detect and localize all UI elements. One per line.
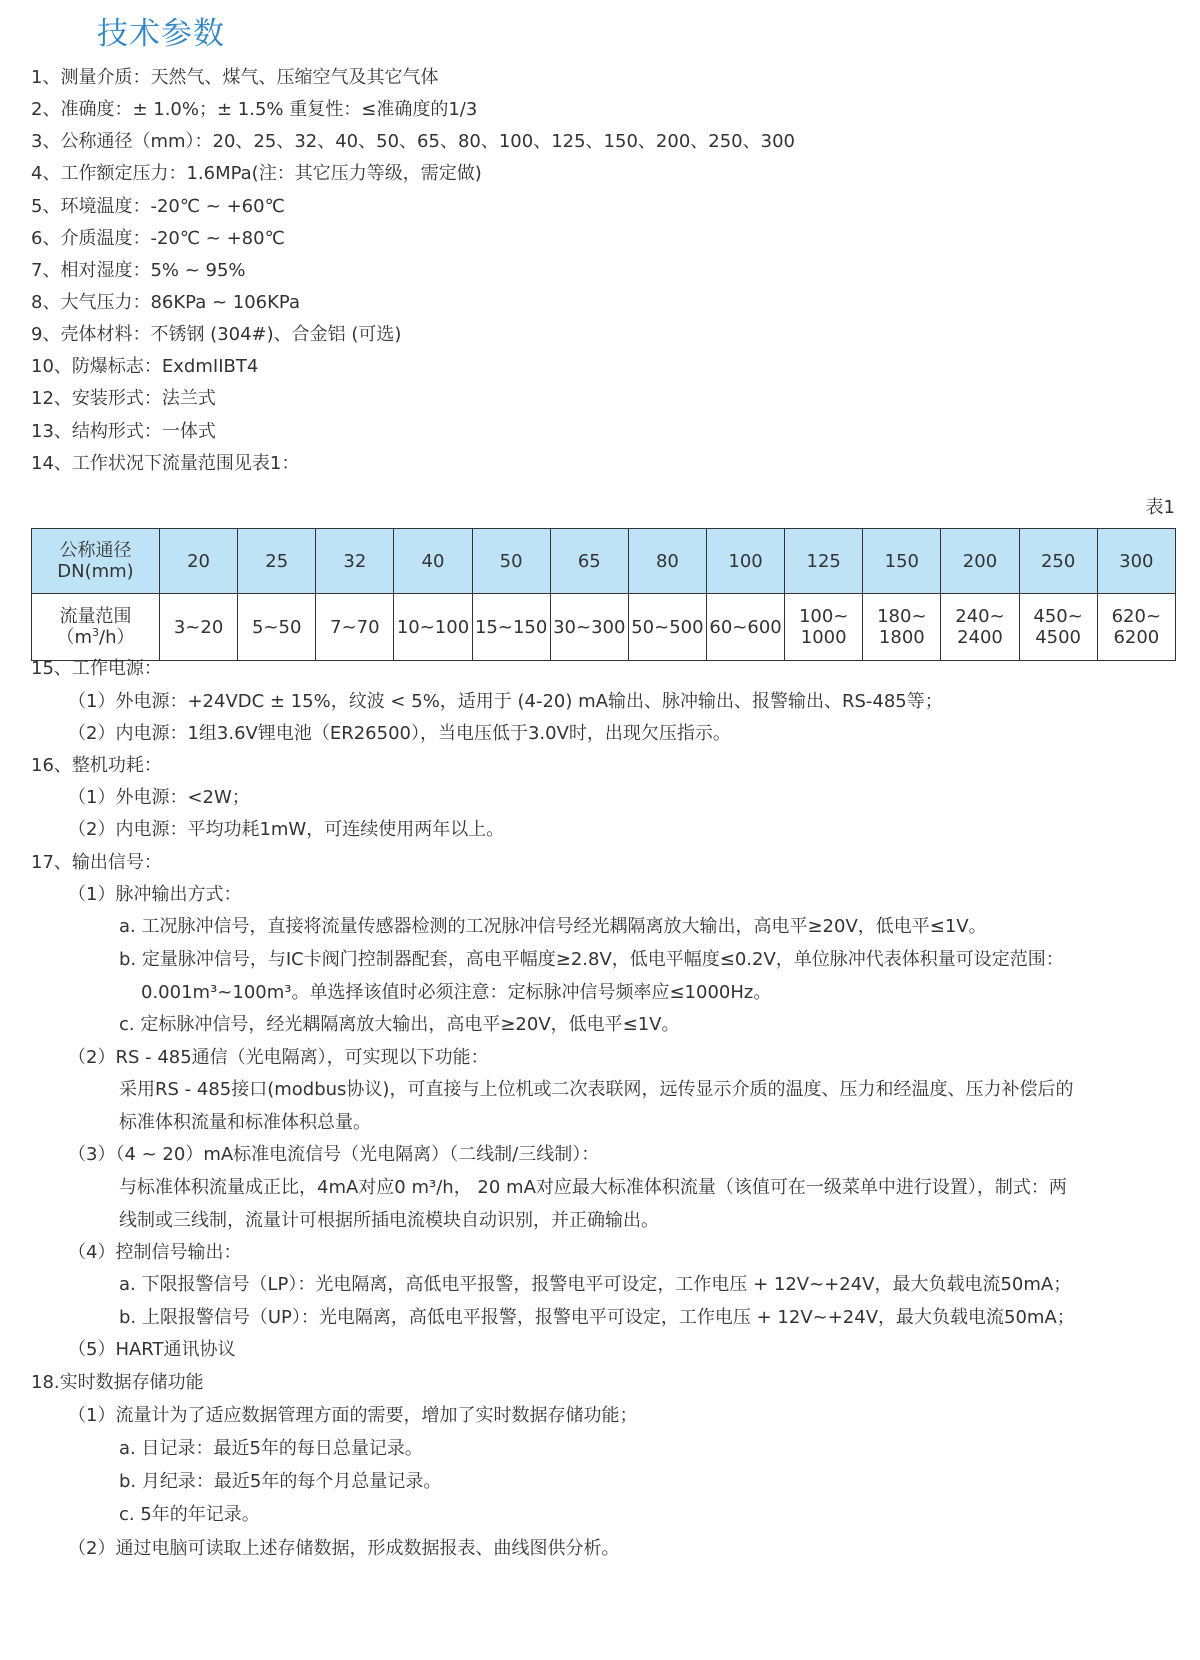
flow-cell: 50~500 bbox=[628, 594, 706, 661]
flow-cell: 30~300 bbox=[550, 594, 628, 661]
flow-cell: 100~ 1000 bbox=[785, 594, 863, 661]
flow-cell: 450~ 4500 bbox=[1019, 594, 1097, 661]
spec-line: 8、大气压力：86KPa ~ 106KPa bbox=[31, 292, 300, 313]
section-heading: 17、输出信号： bbox=[31, 852, 162, 873]
detail-line: （2）内电源：1组3.6V锂电池（ER26500），当电压低于3.0V时，出现欠压指示。 bbox=[68, 723, 731, 744]
flow-cell: 240~ 2400 bbox=[941, 594, 1019, 661]
dn-cell: 50 bbox=[472, 529, 550, 594]
flow-cell: 5~50 bbox=[238, 594, 316, 661]
dn-header-cell bbox=[32, 529, 160, 594]
spec-line: 5、环境温度：-20℃ ~ +60℃ bbox=[31, 196, 285, 217]
spec-line: 3、公称通径（mm）：20、25、32、40、50、65、80、100、125、150、200、250、300 bbox=[31, 131, 795, 152]
dn-cell: 150 bbox=[863, 529, 941, 594]
flow-header-label: 流量范围 bbox=[59, 606, 132, 627]
dn-cell: 20 bbox=[160, 529, 238, 594]
detail-line: 与标准体积流量成正比，4mA对应0 m³/h， 20 mA对应最大标准体积流量（该值可在一级菜单中进行设置），制式：两 bbox=[119, 1177, 1067, 1198]
detail-line: c. 定标脉冲信号，经光耦隔离放大输出，高电平≥20V，低电平≤1V。 bbox=[119, 1014, 680, 1035]
detail-line: b. 上限报警信号（UP）：光电隔离，高低电平报警，报警电平可设定，工作电压 + 12V~+24V，最大负载电流50mA； bbox=[119, 1307, 1075, 1328]
detail-line: b. 月纪录：最近5年的每个月总量记录。 bbox=[119, 1471, 442, 1492]
table-caption: 表1 bbox=[1145, 497, 1175, 518]
dn-cell: 125 bbox=[785, 529, 863, 594]
detail-line: （1）流量计为了适应数据管理方面的需要，增加了实时数据存储功能； bbox=[68, 1405, 638, 1426]
dn-cell: 300 bbox=[1097, 529, 1175, 594]
spec-line: 13、结构形式：一体式 bbox=[31, 421, 216, 442]
flow-cell: 620~ 6200 bbox=[1097, 594, 1175, 661]
flow-cell: 60~600 bbox=[706, 594, 784, 661]
table-header-row bbox=[32, 529, 1176, 594]
spec-line: 12、安装形式：法兰式 bbox=[31, 388, 216, 409]
flow-header-unit-sup: 3 bbox=[92, 626, 100, 639]
dn-cell: 65 bbox=[550, 529, 628, 594]
spec-line: 7、相对湿度：5% ~ 95% bbox=[31, 260, 246, 281]
detail-line: （2）内电源：平均功耗1mW，可连续使用两年以上。 bbox=[68, 819, 505, 840]
flow-cell: 10~100 bbox=[394, 594, 472, 661]
spec-line: 14、工作状况下流量范围见表1： bbox=[31, 453, 300, 474]
detail-line: （1）外电源：+24VDC ± 15%，纹波 < 5%，适用于 (4-20) mA输出、脉冲输出、报警输出、RS-485等； bbox=[68, 691, 943, 712]
spec-line: 1、测量介质：天然气、煤气、压缩空气及其它气体 bbox=[31, 67, 439, 88]
detail-line: 采用RS - 485接口(modbus协议)，可直接与上位机或二次表联网，远传显示介质的温度、压力和经温度、压力补偿后的 bbox=[119, 1079, 1074, 1100]
section-heading: 16、整机功耗： bbox=[31, 755, 162, 776]
flow-header-unit-a: （m bbox=[56, 627, 93, 648]
spec-line: 10、防爆标志：ExdmIIBT4 bbox=[31, 356, 259, 377]
detail-line: a. 工况脉冲信号，直接将流量传感器检测的工况脉冲信号经光耦隔离放大输出，高电平≥20V，低电平≤1V。 bbox=[119, 916, 987, 937]
flow-cell: 7~70 bbox=[316, 594, 394, 661]
section-heading: 15、工作电源： bbox=[31, 658, 162, 679]
dn-header-unit: DN(mm) bbox=[57, 561, 134, 582]
dn-cell: 25 bbox=[238, 529, 316, 594]
flow-cell: 3~20 bbox=[160, 594, 238, 661]
detail-line: a. 日记录：最近5年的每日总量记录。 bbox=[119, 1438, 423, 1459]
detail-line: a. 下限报警信号（LP）：光电隔离，高低电平报警，报警电平可设定，工作电压 + 12V~+24V，最大负载电流50mA； bbox=[119, 1274, 1072, 1295]
detail-line: （3）（4 ~ 20）mA标准电流信号（光电隔离）（二线制/三线制）： bbox=[68, 1144, 600, 1165]
detail-line: 线制或三线制，流量计可根据所插电流模块自动识别，并正确输出。 bbox=[119, 1210, 659, 1231]
dn-cell: 100 bbox=[706, 529, 784, 594]
table-flow-row bbox=[32, 594, 1176, 661]
detail-line: 0.001m³~100m³。单选择该值时必须注意：定标脉冲信号频率应≤1000Hz。 bbox=[141, 982, 772, 1003]
flow-header-cell bbox=[32, 594, 160, 661]
detail-line: （5）HART通讯协议 bbox=[68, 1339, 236, 1360]
flow-header-unit-b: /h） bbox=[99, 627, 135, 648]
dn-cell: 32 bbox=[316, 529, 394, 594]
dn-cell: 80 bbox=[628, 529, 706, 594]
flow-range-table bbox=[31, 528, 1176, 661]
page-title: 技术参数 bbox=[97, 16, 225, 52]
spec-line: 2、准确度：± 1.0%；± 1.5% 重复性：≤准确度的1/3 bbox=[31, 99, 478, 120]
spec-line: 6、介质温度：-20℃ ~ +80℃ bbox=[31, 228, 285, 249]
dn-cell: 250 bbox=[1019, 529, 1097, 594]
dn-cell: 200 bbox=[941, 529, 1019, 594]
dn-header-label: 公称通径 bbox=[59, 540, 132, 561]
flow-cell: 15~150 bbox=[472, 594, 550, 661]
detail-line: c. 5年的年记录。 bbox=[119, 1504, 260, 1525]
detail-line: （4）控制信号输出： bbox=[68, 1242, 242, 1263]
detail-line: （1）外电源：<2W； bbox=[68, 787, 250, 808]
flow-cell: 180~ 1800 bbox=[863, 594, 941, 661]
detail-line: 标准体积流量和标准体积总量。 bbox=[119, 1112, 371, 1133]
spec-line: 4、工作额定压力：1.6MPa(注：其它压力等级，需定做) bbox=[31, 163, 482, 184]
detail-line: （2）RS - 485通信（光电隔离），可实现以下功能： bbox=[68, 1047, 489, 1068]
spec-line: 9、壳体材料：不锈钢 (304#)、合金铝 (可选) bbox=[31, 324, 402, 345]
section-heading: 18.实时数据存储功能 bbox=[31, 1372, 204, 1393]
detail-line: b. 定量脉冲信号，与IC卡阀门控制器配套，高电平幅度≥2.8V，低电平幅度≤0.2V，单位脉冲代表体积量可设定范围： bbox=[119, 949, 1064, 970]
detail-line: （2）通过电脑可读取上述存储数据，形成数据报表、曲线图供分析。 bbox=[68, 1538, 620, 1559]
detail-line: （1）脉冲输出方式： bbox=[68, 884, 242, 905]
dn-cell: 40 bbox=[394, 529, 472, 594]
